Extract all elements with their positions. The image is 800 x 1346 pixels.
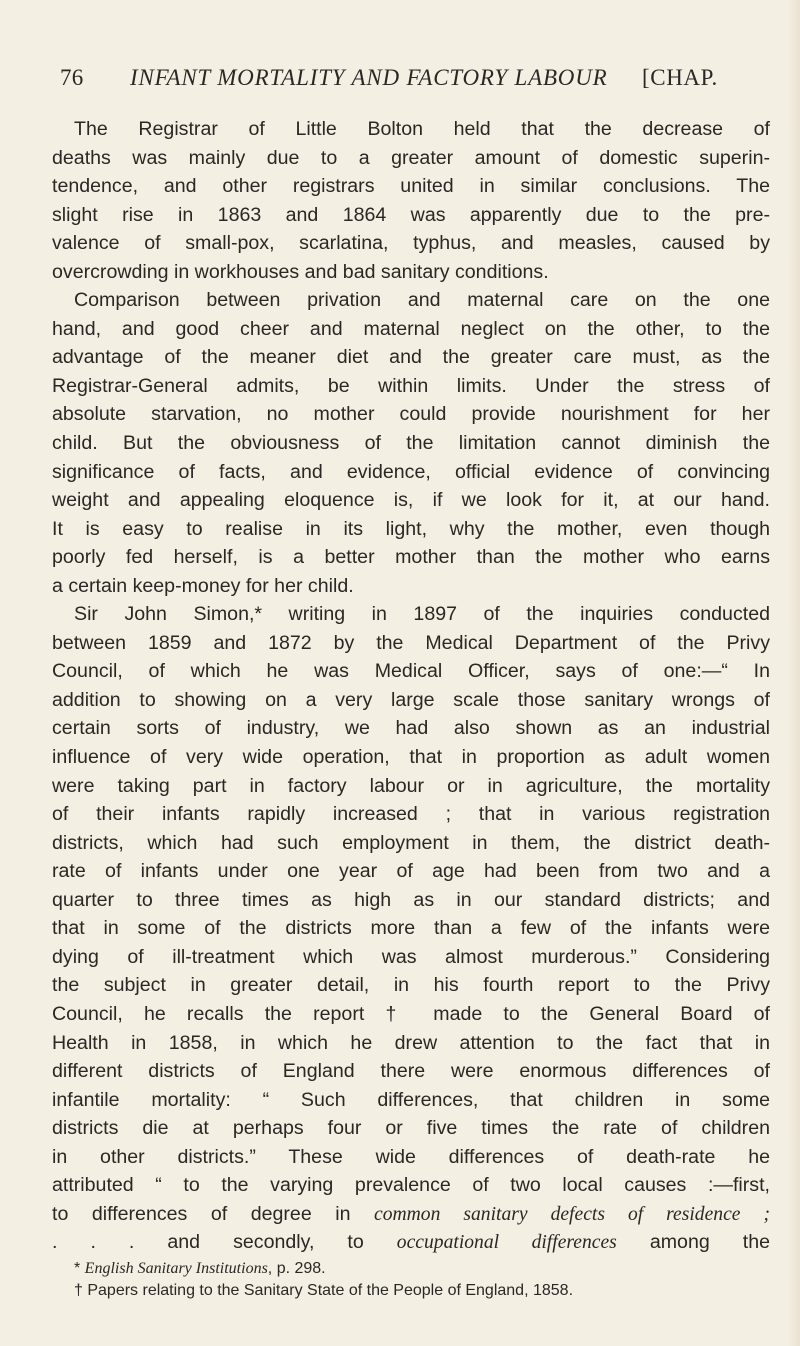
text-line: poorly fed herself, is a better mother than the mother who earns xyxy=(52,546,770,569)
text-line: were taking part in factory labour or in agriculture, the mortality xyxy=(52,774,770,797)
text-line: tendence, and other registrars united in similar conclusions. The xyxy=(52,175,770,198)
text-line: addition to showing on a very large scale those sanitary wrongs of xyxy=(52,688,770,711)
text-line: Health in 1858, in which he drew attention to the fact that in xyxy=(52,1031,770,1054)
text-line: of their infants rapidly increased ; that in various registration xyxy=(52,803,770,826)
text-line: absolute starvation, no mother could provide nourishment for her xyxy=(52,403,770,426)
text-line: that in some of the districts more than a few of the infants were xyxy=(52,917,770,940)
text-line: districts, which had such employment in them, the district death- xyxy=(52,831,770,854)
text-line: Sir John Simon,* writing in 1897 of the inquiries conducted xyxy=(74,603,770,626)
text-line: significance of facts, and evidence, official evidence of convincing xyxy=(52,460,770,483)
text-line: attributed “ to the varying prevalence of two local causes :—first, xyxy=(52,1174,770,1197)
text-line: weight and appealing eloquence is, if we look for it, at our hand. xyxy=(52,489,770,512)
text-line: overcrowding in workhouses and bad sanitary conditions. xyxy=(52,260,549,283)
text-line: quarter to three times as high as in our standard districts; and xyxy=(52,888,770,911)
text-line: the subject in greater detail, in his fourth report to the Privy xyxy=(52,974,770,997)
text-line: deaths was mainly due to a greater amount of domestic superin- xyxy=(52,146,770,169)
text-line: hand, and good cheer and maternal neglect on the other, to the xyxy=(52,317,770,340)
text-line: Comparison between privation and maternal care on the one xyxy=(74,289,770,312)
body-text xyxy=(52,115,770,1257)
text-line: dying of ill-treatment which was almost murderous.” Considering xyxy=(52,945,770,968)
text-line: Council, he recalls the report † made to the General Board of xyxy=(52,1002,770,1025)
text-line: child. But the obviousness of the limitation cannot diminish the xyxy=(52,432,770,455)
text-line: The Registrar of Little Bolton held that the decrease of xyxy=(74,118,770,140)
running-title: INFANT MORTALITY AND FACTORY LABOUR xyxy=(130,65,608,90)
italic-phrase: common sanitary defects of residence ; xyxy=(374,1203,770,1225)
chapter-label: [CHAP. xyxy=(642,65,718,90)
text-line: between 1859 and 1872 by the Medical Department of the Privy xyxy=(52,631,770,654)
text-line: rate of infants under one year of age had been from two and a xyxy=(52,860,770,883)
text-line: districts die at perhaps four or five times the rate of children xyxy=(52,1117,770,1140)
footnotes xyxy=(52,1258,770,1302)
text-line: influence of very wide operation, that in proportion as adult women xyxy=(52,746,770,769)
text-line: Registrar-General admits, be within limits. Under the stress of xyxy=(52,374,770,397)
text-line: a certain keep-money for her child. xyxy=(52,574,354,597)
text-line: in other districts.” These wide differences of death-rate he xyxy=(52,1145,770,1168)
text-line: valence of small-pox, scarlatina, typhus, and measles, caused by xyxy=(52,232,770,255)
text-line: It is easy to realise in its light, why the mother, even though xyxy=(52,517,770,540)
text-line: Council, of which he was Medical Officer, says of one:—“ In xyxy=(52,660,770,683)
italic-phrase: occupational differences xyxy=(396,1232,617,1254)
text-line: to differences of degree in common sanitary defects of residence ; xyxy=(52,1202,770,1225)
page-number: 76 xyxy=(60,65,84,90)
text-line: different districts of England there were enormous differences of xyxy=(52,1060,770,1083)
footnote-2: † Papers relating to the Sanitary State of the People of England, 1858. xyxy=(74,1282,574,1299)
text-line: certain sorts of industry, we had also shown as an industrial xyxy=(52,717,770,740)
text-line: infantile mortality: “ Such differences, that children in some xyxy=(52,1088,770,1111)
page-edge-shadow xyxy=(788,0,800,1346)
text-line: slight rise in 1863 and 1864 was apparently due to the pre- xyxy=(52,203,770,226)
text-line: . . . and secondly, to occupational differences among the xyxy=(52,1231,770,1254)
text-line: advantage of the meaner diet and the greater care must, as the xyxy=(52,346,770,369)
footnote-1: * English Sanitary Institutions, p. 298. xyxy=(74,1260,326,1277)
